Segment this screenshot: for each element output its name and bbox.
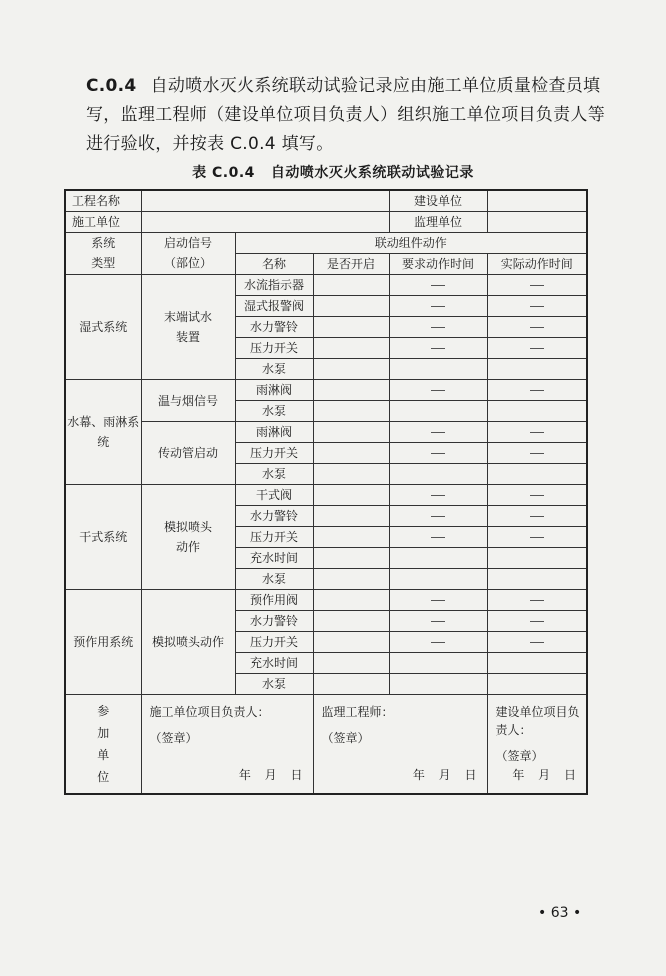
preaction-item: 预作用阀 (235, 589, 313, 610)
opened-cell[interactable] (313, 673, 389, 694)
required-time-cell (389, 610, 487, 631)
project-name-value[interactable] (141, 190, 389, 211)
required-time-cell[interactable] (389, 463, 487, 484)
opened-cell[interactable] (313, 295, 389, 316)
dry-system-label: 干式系统 (65, 484, 141, 589)
preaction-item: 压力开关 (235, 631, 313, 652)
actual-time-cell (487, 295, 587, 316)
page-number: • 63 • (538, 905, 582, 921)
required-time-cell (389, 505, 487, 526)
dash-mark (431, 348, 445, 349)
col-name: 名称 (235, 253, 313, 274)
supervisor-value[interactable] (487, 211, 587, 232)
date-label: 年 月 日 (512, 768, 576, 782)
curtain-item: 雨淋阀 (235, 421, 313, 442)
dry-item: 干式阀 (235, 484, 313, 505)
opened-cell[interactable] (313, 316, 389, 337)
wet-system-label: 湿式系统 (65, 274, 141, 379)
col-system-type: 系统类型 (65, 232, 141, 274)
actual-time-cell (487, 589, 587, 610)
required-time-cell[interactable] (389, 400, 487, 421)
table-name: 自动喷水灭火系统联动试验记录 (270, 165, 474, 181)
actual-time-cell[interactable] (487, 652, 587, 673)
dry-signal-label: 模拟喷头动作 (141, 484, 235, 589)
preaction-item: 水泵 (235, 673, 313, 694)
actual-time-cell (487, 610, 587, 631)
actual-time-cell (487, 631, 587, 652)
contractor-head-label: 施工单位项目负责人： (149, 704, 270, 719)
required-time-cell (389, 484, 487, 505)
table-number: 表 C.0.4 (192, 165, 255, 181)
construction-org-value[interactable] (487, 190, 587, 211)
dash-mark (530, 600, 544, 601)
dash-mark (530, 642, 544, 643)
col-linkage: 联动组件动作 (235, 232, 587, 253)
preaction-system-label: 预作用系统 (65, 589, 141, 694)
dash-mark (431, 390, 445, 391)
dash-mark (431, 432, 445, 433)
opened-cell[interactable] (313, 379, 389, 400)
seal-label: （签章） (321, 730, 370, 745)
preaction-signal-label: 模拟喷头动作 (141, 589, 235, 694)
date-label: 年 月 日 (238, 768, 303, 782)
dash-mark (530, 495, 544, 496)
wet-item: 水流指示器 (235, 274, 313, 295)
curtain-item: 水泵 (235, 463, 313, 484)
opened-cell[interactable] (313, 484, 389, 505)
actual-time-cell (487, 379, 587, 400)
owner-signature-cell[interactable] (487, 694, 587, 794)
dash-mark (431, 642, 445, 643)
preaction-item: 充水时间 (235, 652, 313, 673)
wet-item: 水力警铃 (235, 316, 313, 337)
required-time-cell (389, 274, 487, 295)
dash-mark (431, 516, 445, 517)
opened-cell[interactable] (313, 463, 389, 484)
required-time-cell[interactable] (389, 547, 487, 568)
curtain-item: 水泵 (235, 400, 313, 421)
required-time-cell (389, 316, 487, 337)
curtain-item: 压力开关 (235, 442, 313, 463)
required-time-cell (389, 379, 487, 400)
required-time-cell (389, 589, 487, 610)
actual-time-cell (487, 484, 587, 505)
wet-item: 压力开关 (235, 337, 313, 358)
wet-item: 湿式报警阀 (235, 295, 313, 316)
actual-time-cell (487, 421, 587, 442)
dash-mark (530, 327, 544, 328)
wet-signal-label: 末端试水装置 (141, 274, 235, 379)
owner-head-label: 建设单位项目负责人： (495, 704, 580, 737)
required-time-cell (389, 337, 487, 358)
col-opened: 是否开启 (313, 253, 389, 274)
clause-number: C.0.4 (86, 76, 137, 96)
dash-mark (431, 600, 445, 601)
actual-time-cell[interactable] (487, 400, 587, 421)
dash-mark (431, 537, 445, 538)
opened-cell[interactable] (313, 589, 389, 610)
contractor-value[interactable] (141, 211, 389, 232)
curtain-system-label: 水幕、雨淋系统 (65, 379, 141, 484)
required-time-cell (389, 631, 487, 652)
opened-cell[interactable] (313, 274, 389, 295)
dash-mark (431, 285, 445, 286)
clause-text: 自动喷水灭火系统联动试验记录应由施工单位质量检查员填写，监理工程师（建设单位项目负责人）组织施工单位项目负责人等进行验收，并按表 C.0.4 填写。 (86, 76, 605, 154)
dash-mark (431, 621, 445, 622)
opened-cell[interactable] (313, 652, 389, 673)
supervisor-engineer-label: 监理工程师： (321, 704, 394, 719)
actual-time-cell[interactable] (487, 568, 587, 589)
dash-mark (530, 348, 544, 349)
required-time-cell[interactable] (389, 358, 487, 379)
required-time-cell[interactable] (389, 673, 487, 694)
date-label: 年 月 日 (412, 768, 477, 782)
required-time-cell (389, 442, 487, 463)
supervisor-label: 监理单位 (389, 211, 487, 232)
dry-item: 压力开关 (235, 526, 313, 547)
participants-label: 参加单位 (65, 694, 141, 794)
dash-mark (530, 390, 544, 391)
contractor-signature-cell[interactable] (141, 694, 313, 794)
required-time-cell[interactable] (389, 568, 487, 589)
col-actual-time: 实际动作时间 (487, 253, 587, 274)
actual-time-cell[interactable] (487, 358, 587, 379)
actual-time-cell (487, 526, 587, 547)
dash-mark (431, 327, 445, 328)
opened-cell[interactable] (313, 631, 389, 652)
actual-time-cell (487, 337, 587, 358)
opened-cell[interactable] (313, 610, 389, 631)
actual-time-cell[interactable] (487, 673, 587, 694)
required-time-cell (389, 526, 487, 547)
dash-mark (431, 453, 445, 454)
opened-cell[interactable] (313, 526, 389, 547)
opened-cell[interactable] (313, 358, 389, 379)
dash-mark (530, 285, 544, 286)
col-start-signal: 启动信号（部位） (141, 232, 235, 274)
opened-cell[interactable] (313, 421, 389, 442)
opened-cell[interactable] (313, 505, 389, 526)
seal-label: （签章） (149, 730, 198, 745)
required-time-cell (389, 295, 487, 316)
preaction-item: 水力警铃 (235, 610, 313, 631)
dry-item: 水力警铃 (235, 505, 313, 526)
supervisor-signature-cell[interactable] (313, 694, 487, 794)
opened-cell[interactable] (313, 547, 389, 568)
actual-time-cell (487, 505, 587, 526)
actual-time-cell (487, 316, 587, 337)
dash-mark (431, 495, 445, 496)
dash-mark (530, 537, 544, 538)
actual-time-cell[interactable] (487, 547, 587, 568)
contractor-label: 施工单位 (65, 211, 141, 232)
required-time-cell[interactable] (389, 652, 487, 673)
wet-item: 水泵 (235, 358, 313, 379)
curtain-signal-2: 传动管启动 (141, 421, 235, 484)
linkage-test-record-table (64, 189, 588, 795)
project-name-label: 工程名称 (65, 190, 141, 211)
dash-mark (431, 306, 445, 307)
col-required-time: 要求动作时间 (389, 253, 487, 274)
dry-item: 充水时间 (235, 547, 313, 568)
curtain-signal-1: 温与烟信号 (141, 379, 235, 421)
seal-label: （签章） (495, 748, 544, 763)
dash-mark (530, 621, 544, 622)
construction-org-label: 建设单位 (389, 190, 487, 211)
clause-paragraph (86, 72, 606, 159)
opened-cell[interactable] (313, 337, 389, 358)
dash-mark (530, 432, 544, 433)
actual-time-cell[interactable] (487, 463, 587, 484)
dash-mark (530, 516, 544, 517)
opened-cell[interactable] (313, 568, 389, 589)
dry-item: 水泵 (235, 568, 313, 589)
dash-mark (530, 306, 544, 307)
curtain-item: 雨淋阀 (235, 379, 313, 400)
opened-cell[interactable] (313, 400, 389, 421)
table-caption (0, 162, 666, 182)
actual-time-cell (487, 442, 587, 463)
dash-mark (530, 453, 544, 454)
actual-time-cell (487, 274, 587, 295)
opened-cell[interactable] (313, 442, 389, 463)
required-time-cell (389, 421, 487, 442)
